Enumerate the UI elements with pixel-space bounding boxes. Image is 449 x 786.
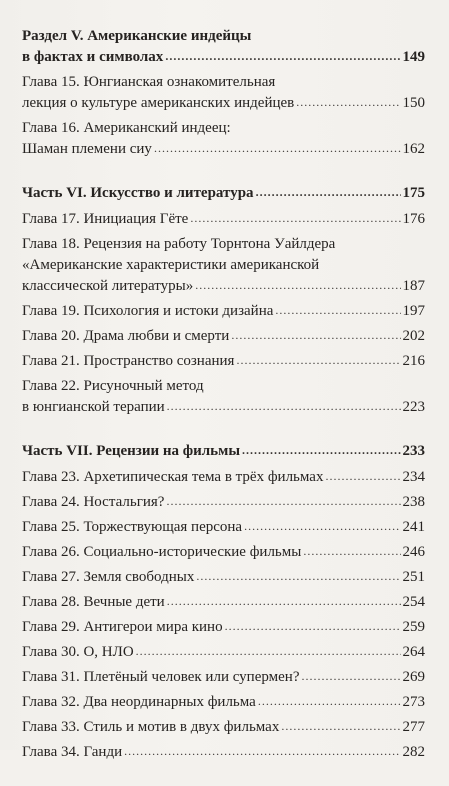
dot-leader: [166, 491, 400, 512]
dot-leader: [242, 440, 400, 461]
entry-row: [22, 93, 425, 114]
entry-title: Глава 21. Пространство сознания: [22, 353, 235, 369]
entry-line: Глава 15. Юнгианская ознакомительная: [22, 74, 276, 90]
entry-title: Глава 28. Вечные дети: [22, 594, 165, 610]
dot-leader: [303, 541, 400, 562]
dot-leader: [231, 325, 400, 346]
toc-entry: [22, 72, 425, 114]
entry-title: Глава 33. Стиль и мотив в двух фильмах: [22, 719, 280, 735]
toc-section-part-vi: [22, 183, 425, 418]
page-number: 233: [402, 443, 425, 459]
entry-row: [22, 397, 425, 418]
toc-entry: [22, 441, 425, 462]
toc-section-part-vii: [22, 441, 425, 763]
toc-entry: [22, 301, 425, 322]
toc-entry: [22, 692, 425, 713]
toc-entry: [22, 492, 425, 513]
entry-row: [22, 351, 425, 372]
entry-title: Глава 24. Ностальгия?: [22, 494, 165, 510]
page-number: 241: [402, 519, 425, 535]
page-number: 223: [402, 399, 425, 415]
entry-row: [22, 276, 425, 297]
toc-entry: [22, 376, 425, 418]
entry-line: Глава 18. Рецензия на работу Торнтона Уайлдера: [22, 236, 336, 252]
page-number: 162: [402, 141, 425, 157]
dot-leader: [244, 516, 400, 537]
dot-leader: [196, 566, 400, 587]
page-number: 269: [402, 669, 425, 685]
page-number: 251: [402, 569, 425, 585]
page-number: 259: [402, 619, 425, 635]
page-number: 149: [402, 49, 425, 65]
toc-entry: [22, 742, 425, 763]
entry-title: Глава 17. Инициация Гёте: [22, 211, 189, 227]
entry-title: Глава 20. Драма любви и смерти: [22, 328, 230, 344]
entry-title: Глава 23. Архетипическая тема в трёх фильмах: [22, 469, 324, 485]
entry-row: [22, 642, 425, 663]
entry-row: [22, 542, 425, 563]
entry-title: Часть VII. Рецензии на фильмы: [22, 443, 241, 459]
page-number: 176: [402, 211, 425, 227]
toc-entry: [22, 667, 425, 688]
entry-title: лекция о культуре американских индейцев: [22, 95, 295, 111]
toc-entry: [22, 26, 425, 68]
entry-title: в фактах и символах: [22, 49, 164, 65]
toc-entry: [22, 234, 425, 297]
entry-row: [22, 667, 425, 688]
entry-title: Глава 19. Психология и истоки дизайна: [22, 303, 274, 319]
entry-row: [22, 742, 425, 763]
page-number: 234: [402, 469, 425, 485]
entry-row: [22, 326, 425, 347]
entry-title: Часть VI. Искусство и литература: [22, 185, 254, 201]
toc-entry: [22, 326, 425, 347]
entry-line: Глава 22. Рисуночный метод: [22, 378, 204, 394]
entry-title: Глава 30. О, НЛО: [22, 644, 134, 660]
dot-leader: [258, 691, 401, 712]
toc-entry: [22, 351, 425, 372]
page-number: 277: [402, 719, 425, 735]
entry-row: [22, 717, 425, 738]
dot-leader: [124, 741, 400, 762]
dot-leader: [325, 466, 400, 487]
dot-leader: [154, 138, 401, 159]
toc-entry: [22, 592, 425, 613]
entry-row: [22, 47, 425, 68]
entry-row: [22, 209, 425, 230]
dot-leader: [167, 396, 401, 417]
toc-entry: [22, 118, 425, 160]
dot-leader: [195, 275, 400, 296]
entry-row: [22, 301, 425, 322]
entry-title: Глава 26. Социально-исторические фильмы: [22, 544, 302, 560]
entry-title: Глава 25. Торжествующая персона: [22, 519, 243, 535]
entry-row: [22, 567, 425, 588]
dot-leader: [236, 350, 400, 371]
entry-title: Глава 29. Антигерои мира кино: [22, 619, 223, 635]
page-number: 187: [402, 278, 425, 294]
page-number: 282: [402, 744, 425, 760]
entry-line: «Американские характеристики американской: [22, 257, 320, 273]
dot-leader: [190, 208, 400, 229]
page-number: 150: [402, 95, 425, 111]
toc-entry: [22, 717, 425, 738]
toc-entry: [22, 183, 425, 204]
entry-title: Глава 31. Плетёный человек или супермен?: [22, 669, 300, 685]
dot-leader: [256, 182, 401, 203]
entry-row: [22, 492, 425, 513]
dot-leader: [225, 616, 401, 637]
entry-row: [22, 467, 425, 488]
entry-row: [22, 592, 425, 613]
dot-leader: [167, 591, 401, 612]
page-number: 238: [402, 494, 425, 510]
page-number: 216: [402, 353, 425, 369]
dot-leader: [281, 716, 400, 737]
entry-row: [22, 692, 425, 713]
dot-leader: [301, 666, 400, 687]
entry-line: Раздел V. Американские индейцы: [22, 28, 252, 44]
page-number: 254: [402, 594, 425, 610]
toc-entry: [22, 617, 425, 638]
table-of-contents: [22, 26, 425, 786]
entry-title: Глава 27. Земля свободных: [22, 569, 195, 585]
toc-entry: [22, 567, 425, 588]
entry-title: Шаман племени сиу: [22, 141, 152, 157]
entry-title: классической литературы»: [22, 278, 194, 294]
page-number: 197: [402, 303, 425, 319]
entry-row: [22, 441, 425, 462]
entry-title: Глава 34. Ганди: [22, 744, 123, 760]
dot-leader: [296, 92, 400, 113]
toc-entry: [22, 209, 425, 230]
entry-line: Глава 16. Американский индеец:: [22, 120, 231, 136]
toc-entry: [22, 467, 425, 488]
toc-entry: [22, 642, 425, 663]
dot-leader: [165, 46, 400, 67]
dot-leader: [136, 641, 401, 662]
toc-entry: [22, 517, 425, 538]
entry-row: [22, 183, 425, 204]
dot-leader: [275, 300, 400, 321]
page-number: 175: [402, 185, 425, 201]
toc-section-part-v: [22, 26, 425, 160]
entry-title: в юнгианской терапии: [22, 399, 165, 415]
entry-title: Глава 32. Два неординарных фильма: [22, 694, 256, 710]
toc-entry: [22, 542, 425, 563]
page-number: 246: [402, 544, 425, 560]
entry-row: [22, 139, 425, 160]
page-number: 273: [402, 694, 425, 710]
page-number: 264: [402, 644, 425, 660]
entry-row: [22, 517, 425, 538]
entry-row: [22, 617, 425, 638]
page-number: 202: [402, 328, 425, 344]
